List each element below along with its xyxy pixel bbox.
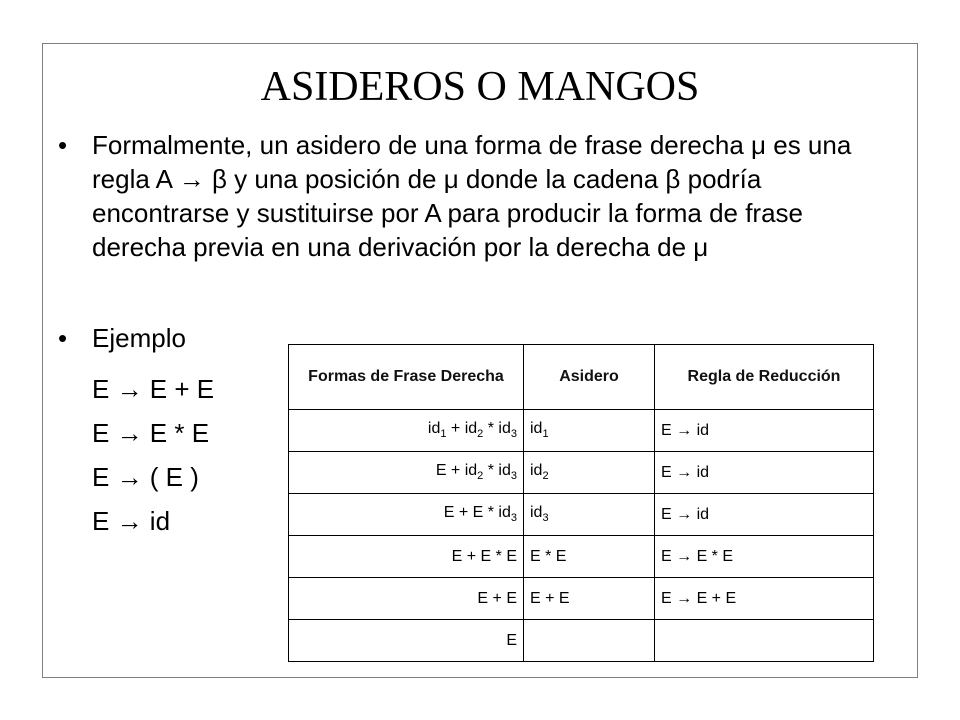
cell-form: $E + E * id_3$ [289, 494, 524, 536]
cell-form: $E + id_2 * id_3$ [289, 452, 524, 494]
slide-title: ASIDEROS O MANGOS [260, 64, 700, 110]
cell-handle: $id_2$ [524, 452, 655, 494]
cell-rule: E → id [655, 452, 874, 494]
cell-handle: E * E [524, 536, 655, 578]
cell-handle: E + E [524, 578, 655, 620]
cell-form: E [289, 620, 524, 662]
cell-rule: E → E * E [655, 536, 874, 578]
cell-form: E + E * E [289, 536, 524, 578]
table-row [289, 578, 874, 620]
cell-form: $id_1 + id_2 * id_3$ [289, 410, 524, 452]
cell-form: E + E [289, 578, 524, 620]
table-row [289, 410, 874, 452]
handles-table [288, 344, 874, 662]
grammar-rule: E → ( E ) [92, 462, 199, 492]
definition-paragraph: Formalmente, un asidero de una forma de frase derecha μ es una regla A → β y una posición de μ donde la cadena β podría encontrarse y sustituirse por A para producir la forma de frase derecha previa en una derivación por la derecha de μ [92, 130, 852, 262]
example-heading: Ejemplo [92, 323, 186, 353]
header-right-sentential-forms: Formas de Frase Derecha [289, 345, 524, 410]
table-body [289, 410, 874, 662]
cell-rule [655, 620, 874, 662]
header-handle: Asidero [524, 345, 655, 410]
header-reduction-rule: Regla de Reducción [655, 345, 874, 410]
table-header-row [289, 345, 874, 410]
bullet-marker: • [58, 130, 68, 160]
cell-handle: $id_1$ [524, 410, 655, 452]
cell-rule: E → E + E [655, 578, 874, 620]
table-row [289, 452, 874, 494]
table-row [289, 536, 874, 578]
bullet-marker: • [58, 323, 68, 353]
grammar-rule: E → E * E [92, 418, 210, 448]
cell-handle [524, 620, 655, 662]
table-row [289, 620, 874, 662]
grammar-rules [92, 372, 214, 548]
table-row [289, 494, 874, 536]
grammar-rule: E → E + E [92, 374, 215, 404]
cell-handle: $id_3$ [524, 494, 655, 536]
grammar-rule: E → id [92, 506, 171, 536]
cell-rule: E → id [655, 494, 874, 536]
cell-rule: E → id [655, 410, 874, 452]
